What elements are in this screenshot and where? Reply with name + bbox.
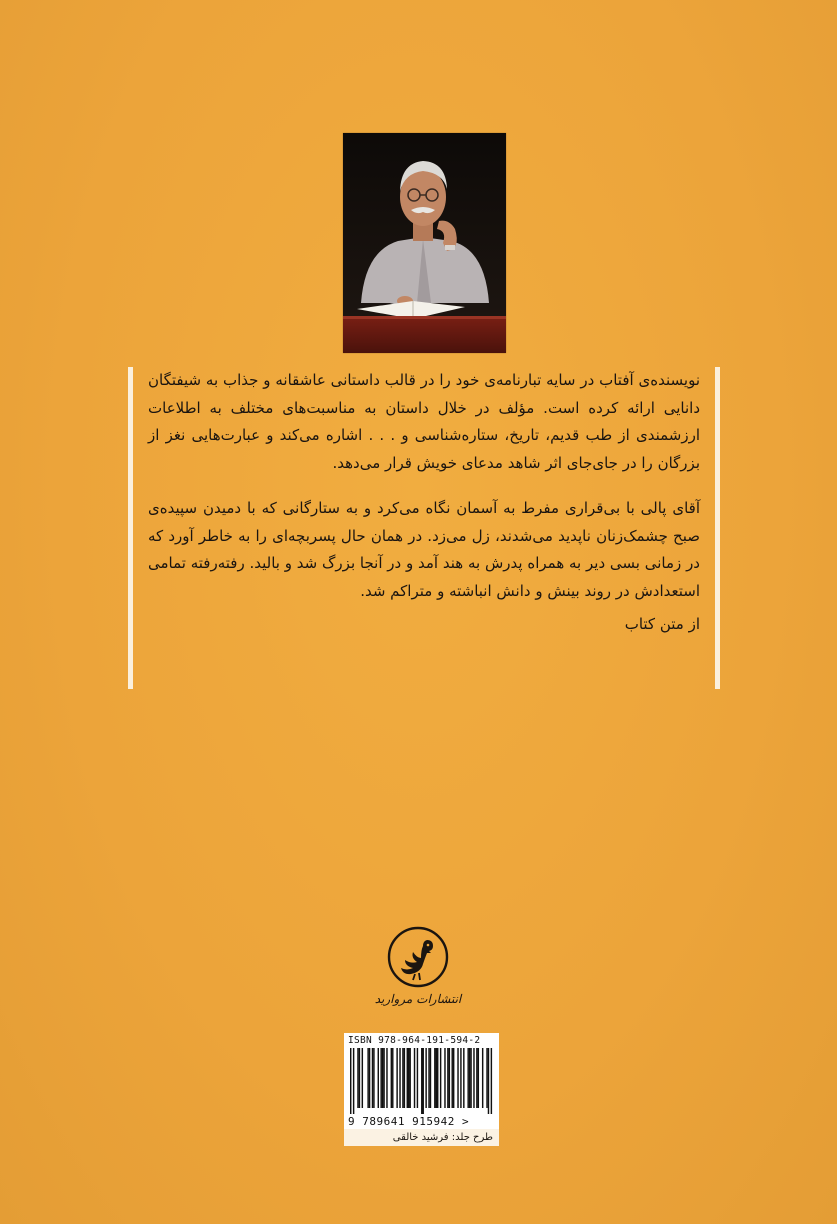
left-accent-bar bbox=[128, 367, 133, 689]
barcode-bar bbox=[440, 1048, 441, 1108]
barcode-bar bbox=[476, 1048, 477, 1108]
barcode-bar bbox=[469, 1048, 470, 1108]
barcode-bar bbox=[357, 1048, 358, 1108]
barcode-bar bbox=[428, 1048, 429, 1108]
barcode-bar bbox=[353, 1048, 354, 1114]
barcode-bar bbox=[404, 1048, 405, 1108]
barcode-bar bbox=[414, 1048, 415, 1108]
barcode bbox=[344, 1033, 499, 1129]
barcode-bar bbox=[447, 1048, 448, 1108]
barcode-bar bbox=[460, 1048, 461, 1108]
barcode-bar bbox=[350, 1048, 351, 1114]
barcode-bar bbox=[367, 1048, 368, 1108]
barcode-bar bbox=[362, 1048, 363, 1108]
barcode-bar bbox=[407, 1048, 408, 1108]
barcode-bar bbox=[402, 1048, 403, 1108]
right-accent-bar bbox=[715, 367, 720, 689]
barcode-bar bbox=[383, 1048, 384, 1108]
barcode-bar bbox=[449, 1048, 450, 1108]
barcode-bar bbox=[488, 1048, 489, 1114]
barcode-bar bbox=[491, 1048, 492, 1114]
bird-emblem-icon bbox=[387, 926, 449, 988]
barcode-bar bbox=[386, 1048, 387, 1108]
barcode-bars bbox=[348, 1048, 495, 1114]
blurb-section bbox=[128, 367, 720, 689]
barcode-bar bbox=[423, 1048, 424, 1114]
barcode-bar bbox=[486, 1048, 487, 1108]
barcode-bar bbox=[478, 1048, 479, 1108]
blurb-paragraph-1: نویسنده‌ی آفتاب در سایه تبارنامه‌ی خود را در قالب داستانی عاشقانه و جذاب به شیفتگان دانایی ارائه کرده است. مؤلف در خلال داستان به مناسبت‌های مختلف به اطلاعات ارزشمندی از طب قدیم، تاریخ، ستاره‌شناسی و . . . اشاره می‌کند و عبارت‌هایی نغز از بزرگان را در جای‌جای اثر شاهد مدعای خویش قرار می‌دهد. bbox=[148, 371, 700, 472]
barcode-bar bbox=[382, 1048, 383, 1108]
barcode-bar bbox=[444, 1048, 445, 1108]
blurb-text bbox=[148, 367, 700, 639]
barcode-bar bbox=[417, 1048, 418, 1108]
barcode-bar bbox=[421, 1048, 422, 1114]
barcode-bar bbox=[399, 1048, 400, 1108]
publisher-name: انتشارات مروارید bbox=[374, 992, 462, 1006]
author-photo bbox=[343, 133, 506, 353]
barcode-bar bbox=[373, 1048, 374, 1108]
barcode-bar bbox=[457, 1048, 458, 1108]
barcode-bar bbox=[482, 1048, 483, 1108]
barcode-bar bbox=[391, 1048, 392, 1108]
barcode-bar bbox=[436, 1048, 437, 1108]
barcode-bar bbox=[378, 1048, 379, 1108]
ean-digits: 9 789641 915942 > bbox=[348, 1115, 470, 1128]
isbn-label: ISBN 978-964-191-594-2 bbox=[348, 1035, 481, 1046]
barcode-bar bbox=[434, 1048, 435, 1108]
blurb-paragraph-2: آقای پالی با بی‌قراری مفرط به آسمان نگاه می‌کرد و به ستارگانی که با دمیدن سپیده‌ی صبح چشمک‌زنان ناپدید می‌شدند، زل می‌زد. در همان حال پسربچه‌ای را به خاطر آورد که در زمانی بسی دیر به همراه پدرش به هند آمد و در آنجا بزرگ شد و بالید. رفته‌رفته تمامی استعدادش در روند بینش و دانش انباشته و متراکم شد. bbox=[148, 499, 700, 600]
source-note: از متن کتاب bbox=[624, 615, 700, 633]
barcode-bar bbox=[380, 1048, 381, 1108]
barcode-bar bbox=[408, 1048, 409, 1108]
barcode-bar bbox=[396, 1048, 397, 1108]
publisher-logo bbox=[370, 926, 466, 1026]
barcode-bar bbox=[409, 1048, 410, 1108]
barcode-bar bbox=[453, 1048, 454, 1108]
barcode-bar bbox=[372, 1048, 373, 1108]
barcode-bar bbox=[473, 1048, 474, 1108]
barcode-bar bbox=[392, 1048, 393, 1108]
barcode-bar bbox=[430, 1048, 431, 1108]
barcode-bar bbox=[369, 1048, 370, 1108]
barcode-bar bbox=[467, 1048, 468, 1108]
cover-design-credit: طرح جلد: فرشید خالقی bbox=[344, 1129, 499, 1146]
barcode-bar bbox=[470, 1048, 471, 1108]
barcode-bar bbox=[463, 1048, 464, 1108]
barcode-bar bbox=[437, 1048, 438, 1108]
barcode-bar bbox=[359, 1048, 360, 1108]
barcode-bar bbox=[452, 1048, 453, 1108]
barcode-bar bbox=[425, 1048, 426, 1108]
